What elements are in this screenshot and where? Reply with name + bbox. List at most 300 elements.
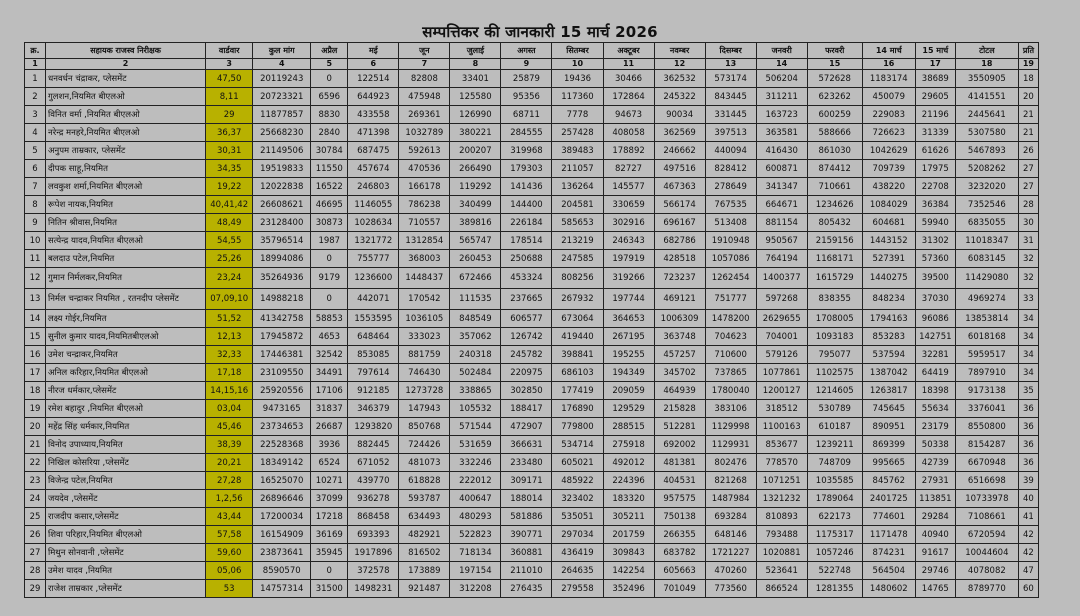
value-cell: 340499 bbox=[450, 196, 501, 214]
serial-cell: 28 bbox=[25, 562, 46, 580]
value-cell: 338865 bbox=[450, 382, 501, 400]
value-cell: 68711 bbox=[501, 106, 552, 124]
value-cell: 2445641 bbox=[955, 106, 1018, 124]
value-cell: 428518 bbox=[654, 250, 705, 268]
value-cell: 1262454 bbox=[705, 268, 756, 289]
inspector-name-cell: विनोद उपाध्याय,नियमित bbox=[46, 436, 206, 454]
column-number: 18 bbox=[955, 59, 1018, 70]
value-cell: 795077 bbox=[807, 346, 862, 364]
value-cell: 32542 bbox=[311, 346, 348, 364]
value-cell: 312208 bbox=[450, 580, 501, 598]
value-cell: 224396 bbox=[603, 472, 654, 490]
value-cell: 32 bbox=[1018, 268, 1038, 289]
value-cell: 36 bbox=[1018, 454, 1038, 472]
value-cell: 868458 bbox=[348, 508, 399, 526]
ward-cell: 19,22 bbox=[206, 178, 253, 196]
serial-cell: 26 bbox=[25, 526, 46, 544]
value-cell: 737865 bbox=[705, 364, 756, 382]
value-cell: 644923 bbox=[348, 88, 399, 106]
ward-cell: 12,13 bbox=[206, 328, 253, 346]
value-cell: 4141551 bbox=[955, 88, 1018, 106]
ward-cell: 45,46 bbox=[206, 418, 253, 436]
value-cell: 215828 bbox=[654, 400, 705, 418]
value-cell: 1293820 bbox=[348, 418, 399, 436]
value-cell: 8590570 bbox=[253, 562, 311, 580]
value-cell: 9173138 bbox=[955, 382, 1018, 400]
value-cell: 673064 bbox=[552, 310, 603, 328]
value-cell: 38689 bbox=[915, 70, 955, 88]
value-cell: 464939 bbox=[654, 382, 705, 400]
ward-cell: 07,09,10 bbox=[206, 289, 253, 310]
value-cell: 222012 bbox=[450, 472, 501, 490]
value-cell: 111535 bbox=[450, 289, 501, 310]
value-cell: 506204 bbox=[756, 70, 807, 88]
table-row bbox=[25, 418, 1039, 436]
value-cell: 18398 bbox=[915, 382, 955, 400]
value-cell: 332246 bbox=[450, 454, 501, 472]
serial-cell: 13 bbox=[25, 289, 46, 310]
column-number: 7 bbox=[399, 59, 450, 70]
value-cell: 389483 bbox=[552, 142, 603, 160]
value-cell: 605663 bbox=[654, 562, 705, 580]
value-cell: 606577 bbox=[501, 310, 552, 328]
value-cell: 211057 bbox=[552, 160, 603, 178]
column-header: कुल मांग bbox=[253, 43, 311, 59]
serial-cell: 5 bbox=[25, 142, 46, 160]
value-cell: 593787 bbox=[399, 490, 450, 508]
value-cell: 866524 bbox=[756, 580, 807, 598]
serial-cell: 3 bbox=[25, 106, 46, 124]
value-cell: 380221 bbox=[450, 124, 501, 142]
value-cell: 27931 bbox=[915, 472, 955, 490]
inspector-name-cell: निखिल कोसरिया ,प्लेसमेंट bbox=[46, 454, 206, 472]
value-cell: 18994086 bbox=[253, 250, 311, 268]
value-cell: 201759 bbox=[603, 526, 654, 544]
table-row bbox=[25, 562, 1039, 580]
value-cell: 481073 bbox=[399, 454, 450, 472]
value-cell: 284555 bbox=[501, 124, 552, 142]
value-cell: 16522 bbox=[311, 178, 348, 196]
value-cell: 41342758 bbox=[253, 310, 311, 328]
value-cell: 42739 bbox=[915, 454, 955, 472]
value-cell: 172864 bbox=[603, 88, 654, 106]
value-cell: 1400377 bbox=[756, 268, 807, 289]
ward-cell: 8,11 bbox=[206, 88, 253, 106]
value-cell: 572628 bbox=[807, 70, 862, 88]
column-header: अगस्त bbox=[501, 43, 552, 59]
value-cell: 1214605 bbox=[807, 382, 862, 400]
table-row bbox=[25, 106, 1039, 124]
table-row bbox=[25, 436, 1039, 454]
value-cell: 36384 bbox=[915, 196, 955, 214]
value-cell: 600871 bbox=[756, 160, 807, 178]
column-number: 6 bbox=[348, 59, 399, 70]
value-cell: 31339 bbox=[915, 124, 955, 142]
value-cell: 267195 bbox=[603, 328, 654, 346]
value-cell: 21149506 bbox=[253, 142, 311, 160]
value-cell: 30873 bbox=[311, 214, 348, 232]
value-cell: 439770 bbox=[348, 472, 399, 490]
column-number: 19 bbox=[1018, 59, 1038, 70]
value-cell: 30466 bbox=[603, 70, 654, 88]
value-cell: 14988218 bbox=[253, 289, 311, 310]
value-cell: 774601 bbox=[862, 508, 915, 526]
value-cell: 147943 bbox=[399, 400, 450, 418]
value-cell: 6835055 bbox=[955, 214, 1018, 232]
value-cell: 125580 bbox=[450, 88, 501, 106]
value-cell: 16525070 bbox=[253, 472, 311, 490]
value-cell: 30 bbox=[1018, 214, 1038, 232]
value-cell: 523641 bbox=[756, 562, 807, 580]
value-cell: 4653 bbox=[311, 328, 348, 346]
value-cell: 176890 bbox=[552, 400, 603, 418]
column-header: वार्डवार bbox=[206, 43, 253, 59]
value-cell: 245322 bbox=[654, 88, 705, 106]
value-cell: 2401725 bbox=[862, 490, 915, 508]
value-cell: 623262 bbox=[807, 88, 862, 106]
value-cell: 1036105 bbox=[399, 310, 450, 328]
value-cell: 366631 bbox=[501, 436, 552, 454]
value-cell: 195255 bbox=[603, 346, 654, 364]
value-cell: 0 bbox=[311, 70, 348, 88]
ward-cell: 27,28 bbox=[206, 472, 253, 490]
value-cell: 861030 bbox=[807, 142, 862, 160]
value-cell: 26687 bbox=[311, 418, 348, 436]
inspector-name-cell: गुमान निर्मलकर,नियमित bbox=[46, 268, 206, 289]
value-cell: 1102575 bbox=[807, 364, 862, 382]
value-cell: 881154 bbox=[756, 214, 807, 232]
value-cell: 450079 bbox=[862, 88, 915, 106]
value-cell: 6516698 bbox=[955, 472, 1018, 490]
value-cell: 1035585 bbox=[807, 472, 862, 490]
value-cell: 692002 bbox=[654, 436, 705, 454]
table-row bbox=[25, 346, 1039, 364]
value-cell: 188014 bbox=[501, 490, 552, 508]
value-cell: 1175317 bbox=[807, 526, 862, 544]
value-cell: 408058 bbox=[603, 124, 654, 142]
value-cell: 1721227 bbox=[705, 544, 756, 562]
value-cell: 767535 bbox=[705, 196, 756, 214]
value-cell: 571544 bbox=[450, 418, 501, 436]
value-cell: 142254 bbox=[603, 562, 654, 580]
serial-cell: 17 bbox=[25, 364, 46, 382]
value-cell: 845762 bbox=[862, 472, 915, 490]
value-cell: 1028634 bbox=[348, 214, 399, 232]
value-cell: 28 bbox=[1018, 196, 1038, 214]
inspector-name-cell: महेंद्र सिंह धर्मकार,नियमित bbox=[46, 418, 206, 436]
value-cell: 27 bbox=[1018, 178, 1038, 196]
value-cell: 8550800 bbox=[955, 418, 1018, 436]
value-cell: 113851 bbox=[915, 490, 955, 508]
table-row bbox=[25, 160, 1039, 178]
inspector-name-cell: शिवा परिहार,नियमित बीएलओ bbox=[46, 526, 206, 544]
value-cell: 816502 bbox=[399, 544, 450, 562]
value-cell: 693284 bbox=[705, 508, 756, 526]
column-number: 11 bbox=[603, 59, 654, 70]
value-cell: 848549 bbox=[450, 310, 501, 328]
value-cell: 995665 bbox=[862, 454, 915, 472]
value-cell: 163723 bbox=[756, 106, 807, 124]
serial-cell: 12 bbox=[25, 268, 46, 289]
value-cell: 188417 bbox=[501, 400, 552, 418]
value-cell: 90034 bbox=[654, 106, 705, 124]
value-cell: 436419 bbox=[552, 544, 603, 562]
table-row bbox=[25, 364, 1039, 382]
value-cell: 20119243 bbox=[253, 70, 311, 88]
value-cell: 492012 bbox=[603, 454, 654, 472]
value-cell: 275918 bbox=[603, 436, 654, 454]
column-header: अप्रैल bbox=[311, 43, 348, 59]
inspector-name-cell: दीपक साहू,नियमित bbox=[46, 160, 206, 178]
serial-cell: 24 bbox=[25, 490, 46, 508]
value-cell: 32 bbox=[1018, 250, 1038, 268]
column-number: 10 bbox=[552, 59, 603, 70]
value-cell: 1071251 bbox=[756, 472, 807, 490]
value-cell: 246662 bbox=[654, 142, 705, 160]
value-cell: 1239211 bbox=[807, 436, 862, 454]
value-cell: 35796514 bbox=[253, 232, 311, 250]
value-cell: 94673 bbox=[603, 106, 654, 124]
value-cell: 0 bbox=[311, 289, 348, 310]
value-cell: 126990 bbox=[450, 106, 501, 124]
value-cell: 31 bbox=[1018, 232, 1038, 250]
value-cell: 470536 bbox=[399, 160, 450, 178]
serial-cell: 15 bbox=[25, 328, 46, 346]
table-row bbox=[25, 196, 1039, 214]
value-cell: 13853814 bbox=[955, 310, 1018, 328]
column-number: 15 bbox=[807, 59, 862, 70]
value-cell: 197919 bbox=[603, 250, 654, 268]
value-cell: 5208262 bbox=[955, 160, 1018, 178]
value-cell: 0 bbox=[311, 562, 348, 580]
value-cell: 764194 bbox=[756, 250, 807, 268]
value-cell: 404531 bbox=[654, 472, 705, 490]
value-cell: 302850 bbox=[501, 382, 552, 400]
value-cell: 21 bbox=[1018, 124, 1038, 142]
value-cell: 869399 bbox=[862, 436, 915, 454]
inspector-name-cell: उमेश चन्द्राकर,नियमित bbox=[46, 346, 206, 364]
value-cell: 469121 bbox=[654, 289, 705, 310]
value-cell: 220975 bbox=[501, 364, 552, 382]
value-cell: 1077861 bbox=[756, 364, 807, 382]
value-cell: 704001 bbox=[756, 328, 807, 346]
ward-cell: 47,50 bbox=[206, 70, 253, 88]
value-cell: 82808 bbox=[399, 70, 450, 88]
value-cell: 566174 bbox=[654, 196, 705, 214]
value-cell: 1129998 bbox=[705, 418, 756, 436]
value-cell: 91617 bbox=[915, 544, 955, 562]
serial-cell: 16 bbox=[25, 346, 46, 364]
value-cell: 119292 bbox=[450, 178, 501, 196]
value-cell: 64419 bbox=[915, 364, 955, 382]
value-cell: 288515 bbox=[603, 418, 654, 436]
value-cell: 686103 bbox=[552, 364, 603, 382]
value-cell: 305211 bbox=[603, 508, 654, 526]
value-cell: 723237 bbox=[654, 268, 705, 289]
value-cell: 726623 bbox=[862, 124, 915, 142]
value-cell: 6083145 bbox=[955, 250, 1018, 268]
value-cell: 751777 bbox=[705, 289, 756, 310]
value-cell: 618828 bbox=[399, 472, 450, 490]
value-cell: 5467893 bbox=[955, 142, 1018, 160]
value-cell: 797614 bbox=[348, 364, 399, 382]
inspector-name-cell: मिथुन सोनवानी ,प्लेसमेंट bbox=[46, 544, 206, 562]
value-cell: 1006309 bbox=[654, 310, 705, 328]
inspector-name-cell: अनिल करिहार,नियमित बीएलओ bbox=[46, 364, 206, 382]
value-cell: 213219 bbox=[552, 232, 603, 250]
value-cell: 6720594 bbox=[955, 526, 1018, 544]
value-cell: 1987 bbox=[311, 232, 348, 250]
inspector-name-cell: राजेश ताम्रकार ,प्लेसमेंट bbox=[46, 580, 206, 598]
serial-cell: 25 bbox=[25, 508, 46, 526]
table-row bbox=[25, 400, 1039, 418]
column-header: जुलाई bbox=[450, 43, 501, 59]
value-cell: 5307580 bbox=[955, 124, 1018, 142]
value-cell: 233480 bbox=[501, 454, 552, 472]
value-cell: 3376041 bbox=[955, 400, 1018, 418]
value-cell: 1553595 bbox=[348, 310, 399, 328]
value-cell: 21 bbox=[1018, 106, 1038, 124]
column-number: 13 bbox=[705, 59, 756, 70]
value-cell: 808256 bbox=[552, 268, 603, 289]
value-cell: 745645 bbox=[862, 400, 915, 418]
value-cell: 710600 bbox=[705, 346, 756, 364]
column-header: सहायक राजस्व निरीक्षक bbox=[46, 43, 206, 59]
ward-cell: 59,60 bbox=[206, 544, 253, 562]
column-header: फरवरी bbox=[807, 43, 862, 59]
value-cell: 33 bbox=[1018, 289, 1038, 310]
value-cell: 20723321 bbox=[253, 88, 311, 106]
value-cell: 246803 bbox=[348, 178, 399, 196]
value-cell: 802476 bbox=[705, 454, 756, 472]
value-cell: 346379 bbox=[348, 400, 399, 418]
value-cell: 1168171 bbox=[807, 250, 862, 268]
serial-cell: 10 bbox=[25, 232, 46, 250]
value-cell: 35 bbox=[1018, 382, 1038, 400]
value-cell: 211010 bbox=[501, 562, 552, 580]
value-cell: 144400 bbox=[501, 196, 552, 214]
value-cell: 773560 bbox=[705, 580, 756, 598]
table-row bbox=[25, 490, 1039, 508]
value-cell: 25879 bbox=[501, 70, 552, 88]
table-row bbox=[25, 544, 1039, 562]
value-cell: 11877857 bbox=[253, 106, 311, 124]
value-cell: 398841 bbox=[552, 346, 603, 364]
value-cell: 25668230 bbox=[253, 124, 311, 142]
value-cell: 40 bbox=[1018, 490, 1038, 508]
value-cell: 11550 bbox=[311, 160, 348, 178]
value-cell: 921487 bbox=[399, 580, 450, 598]
value-cell: 597268 bbox=[756, 289, 807, 310]
value-cell: 267932 bbox=[552, 289, 603, 310]
serial-cell: 8 bbox=[25, 196, 46, 214]
serial-cell: 21 bbox=[25, 436, 46, 454]
value-cell: 2629655 bbox=[756, 310, 807, 328]
value-cell: 6524 bbox=[311, 454, 348, 472]
serial-cell: 9 bbox=[25, 214, 46, 232]
table-row bbox=[25, 382, 1039, 400]
value-cell: 0 bbox=[311, 250, 348, 268]
value-cell: 50338 bbox=[915, 436, 955, 454]
value-cell: 276435 bbox=[501, 580, 552, 598]
value-cell: 1093183 bbox=[807, 328, 862, 346]
value-cell: 11429080 bbox=[955, 268, 1018, 289]
serial-cell: 23 bbox=[25, 472, 46, 490]
value-cell: 8154287 bbox=[955, 436, 1018, 454]
ward-cell: 51,52 bbox=[206, 310, 253, 328]
value-cell: 512281 bbox=[654, 418, 705, 436]
value-cell: 588666 bbox=[807, 124, 862, 142]
ward-cell: 29 bbox=[206, 106, 253, 124]
value-cell: 7352546 bbox=[955, 196, 1018, 214]
value-cell: 26608621 bbox=[253, 196, 311, 214]
value-cell: 634493 bbox=[399, 508, 450, 526]
table-row bbox=[25, 328, 1039, 346]
value-cell: 36 bbox=[1018, 400, 1038, 418]
value-cell: 936278 bbox=[348, 490, 399, 508]
value-cell: 34 bbox=[1018, 310, 1038, 328]
value-cell: 472907 bbox=[501, 418, 552, 436]
value-cell: 585653 bbox=[552, 214, 603, 232]
table-row bbox=[25, 289, 1039, 310]
value-cell: 950567 bbox=[756, 232, 807, 250]
value-cell: 419440 bbox=[552, 328, 603, 346]
inspector-name-cell: बलदाउ पटेल,नियमित bbox=[46, 250, 206, 268]
column-number: 5 bbox=[311, 59, 348, 70]
serial-cell: 29 bbox=[25, 580, 46, 598]
value-cell: 177419 bbox=[552, 382, 603, 400]
value-cell: 3936 bbox=[311, 436, 348, 454]
value-cell: 1057246 bbox=[807, 544, 862, 562]
inspector-name-cell: उमेश यादव ,नियमित bbox=[46, 562, 206, 580]
value-cell: 37030 bbox=[915, 289, 955, 310]
value-cell: 440094 bbox=[705, 142, 756, 160]
value-cell: 710661 bbox=[807, 178, 862, 196]
value-cell: 853085 bbox=[348, 346, 399, 364]
table-row bbox=[25, 88, 1039, 106]
value-cell: 173889 bbox=[399, 562, 450, 580]
value-cell: 1615729 bbox=[807, 268, 862, 289]
value-cell: 605021 bbox=[552, 454, 603, 472]
value-cell: 9473165 bbox=[253, 400, 311, 418]
table-row bbox=[25, 268, 1039, 289]
value-cell: 755777 bbox=[348, 250, 399, 268]
value-cell: 622173 bbox=[807, 508, 862, 526]
value-cell: 1917896 bbox=[348, 544, 399, 562]
value-cell: 194349 bbox=[603, 364, 654, 382]
value-cell: 14765 bbox=[915, 580, 955, 598]
value-cell: 390771 bbox=[501, 526, 552, 544]
table-row bbox=[25, 526, 1039, 544]
value-cell: 1042629 bbox=[862, 142, 915, 160]
value-cell: 1057086 bbox=[705, 250, 756, 268]
value-cell: 96086 bbox=[915, 310, 955, 328]
value-cell: 60 bbox=[1018, 580, 1038, 598]
value-cell: 21196 bbox=[915, 106, 955, 124]
value-cell: 142751 bbox=[915, 328, 955, 346]
value-cell: 14757314 bbox=[253, 580, 311, 598]
value-cell: 1789064 bbox=[807, 490, 862, 508]
value-cell: 23734653 bbox=[253, 418, 311, 436]
serial-cell: 6 bbox=[25, 160, 46, 178]
table-row bbox=[25, 472, 1039, 490]
value-cell: 522823 bbox=[450, 526, 501, 544]
value-cell: 35945 bbox=[311, 544, 348, 562]
value-cell: 55634 bbox=[915, 400, 955, 418]
value-cell: 269361 bbox=[399, 106, 450, 124]
value-cell: 537594 bbox=[862, 346, 915, 364]
value-cell: 850768 bbox=[399, 418, 450, 436]
